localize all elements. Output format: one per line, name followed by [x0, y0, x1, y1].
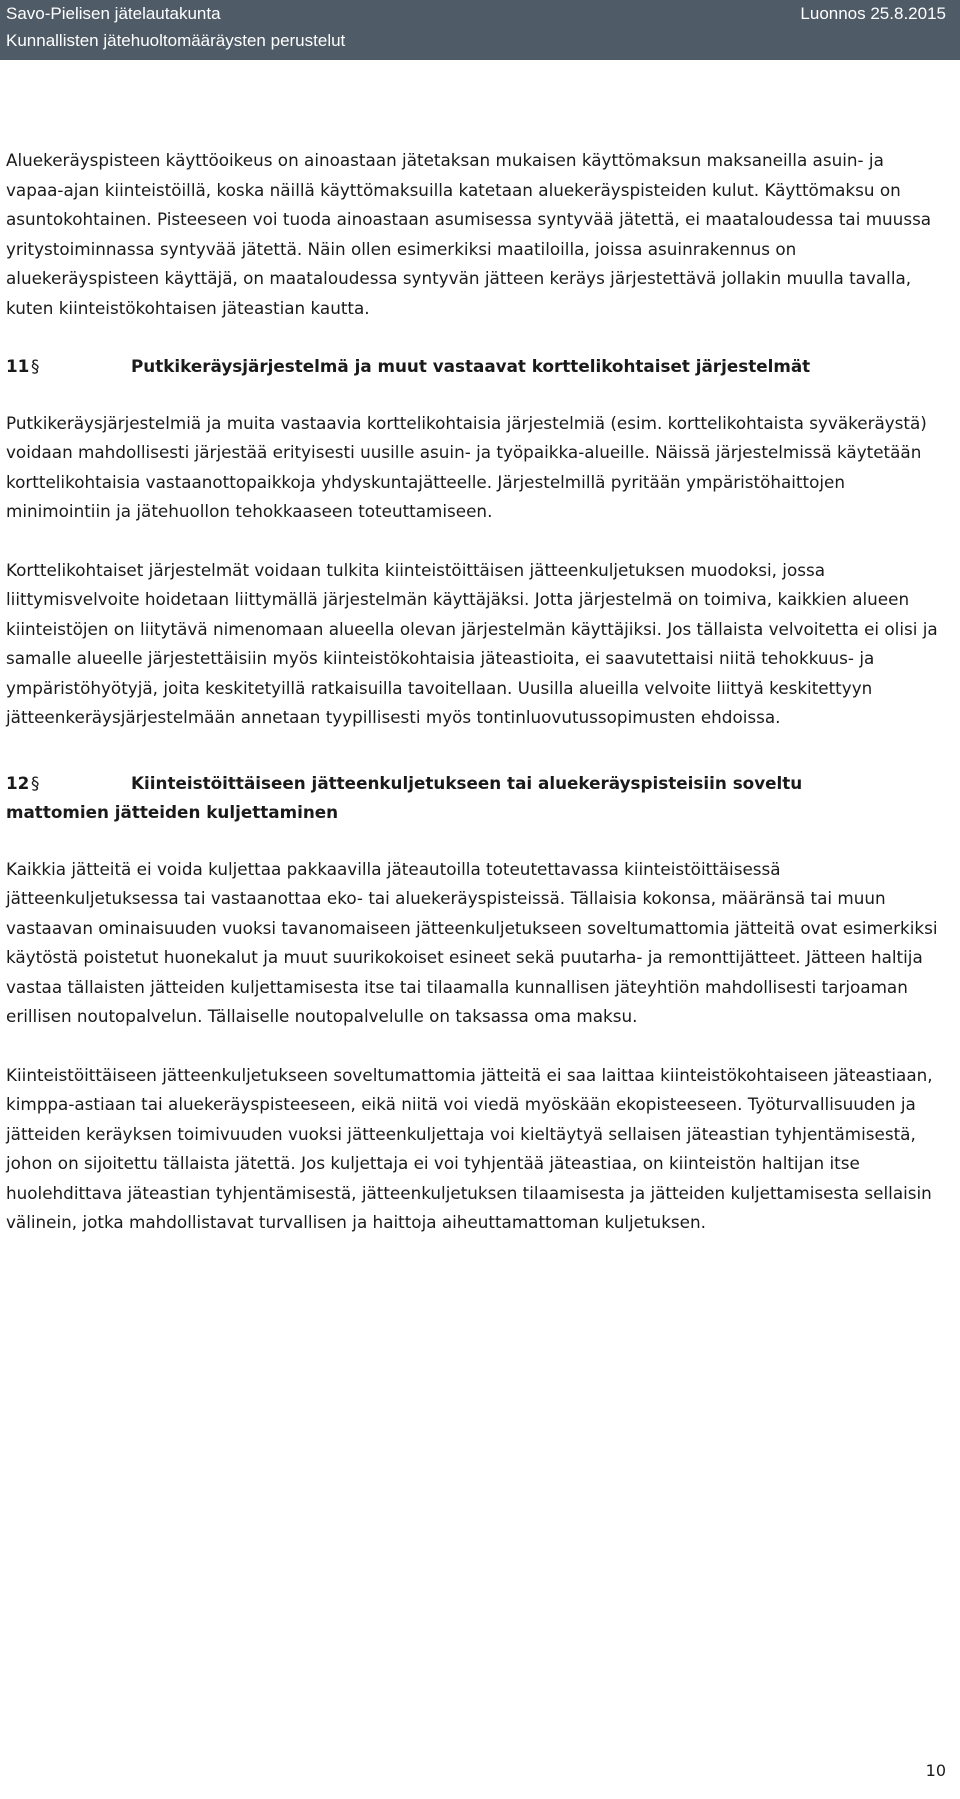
section-12-symbol: §	[31, 772, 40, 793]
page-header	[0, 0, 960, 60]
section-11-title: Putkikeräysjärjestelmä ja muut vastaavat korttelikohtaiset järjestelmät	[131, 356, 811, 376]
section-11-heading	[6, 352, 946, 382]
section-12-number: 12	[6, 772, 30, 793]
header-organization: Savo-Pielisen jätelautakunta	[6, 4, 221, 23]
section-11-number: 11	[6, 356, 30, 376]
header-subtitle: Kunnallisten jätehuoltomääräysten perustelut	[6, 31, 346, 50]
page-number: 10	[925, 1761, 946, 1780]
section-12-title-line-2: mattomien jätteiden kuljettaminen	[6, 802, 339, 822]
section-12-title-line-1: Kiinteistöittäiseen jätteenkuljetukseen tai aluekeräyspisteisiin soveltu	[131, 772, 803, 793]
section-12-paragraph-1: Kaikkia jätteitä ei voida kuljettaa pakkaavilla jäteautoilla toteutettavassa kiinteistöittäisessä jätteenkuljetuksessa tai vastaanottaa eko- tai aluekeräyspisteissä. Tällaisia kokonsa, määränsä tai muun vastaavan ominaisuuden vuoksi tavanomaiseen jätteenkuljetukseen soveltumattomia jätteitä ovat esimerkiksi käytöstä poistetut huonekalut ja muut suurikokoiset esineet sekä puutarha- ja remonttijätteet. Jätteen haltija vastaa tällaisten jätteiden kuljettamisesta itse tai tilaamalla kunnallisen jäteyhtiön mahdollisesti tarjoaman erillisen noutopalvelun. Tällaiselle noutopalvelulle on taksassa oma maksu.	[6, 858, 938, 1026]
intro-paragraph: Aluekeräyspisteen käyttöoikeus on ainoastaan jätetaksan mukaisen käyttömaksun maksaneilla asuin- ja vapaa-ajan kiinteistöillä, koska näillä käyttömaksuilla katetaan aluekeräyspisteiden kulut. Käyttömaksu on asuntokohtainen. Pisteeseen voi tuoda ainoastaan asumisessa syntyvää jätettä, ei maataloudessa tai muussa yritystoiminnassa syntyvää jätettä. Näin ollen esimerkiksi maatiloilla, joissa asuinrakennus on aluekeräyspisteen käyttäjä, on maataloudessa syntyvän jätteen keräys järjestettävä jollakin muulla tavalla, kuten kiinteistökohtaisen jäteastian kautta.	[6, 150, 932, 318]
section-12-paragraph-2: Kiinteistöittäiseen jätteenkuljetukseen soveltumattomia jätteitä ei saa laittaa kiinteistökohtaiseen jäteastiaan, kimppa-astiaan tai aluekeräyspisteeseen, eikä niitä voi viedä myöskään ekopisteeseen. Työturvallisuuden ja jätteiden keräyksen toimivuuden vuoksi jätteenkuljettaja voi kieltäytyä sellaisen jäteastian tyhjentämisestä, johon on sijoitettu tällaista jätettä. Jos kuljettaja ei voi tyhjentää jäteastiaa, on kiinteistön haltijan itse huolehdittava jäteastian tyhjentämisestä, jätteenkuljetuksen tilaamisesta ja jätteiden kuljettamisesta sellaisin välinein, jotka mahdollistavat turvallisen ja haittoja aiheuttamattoman kuljetuksen.	[6, 1064, 933, 1232]
document-body	[6, 146, 946, 1267]
section-11-paragraph-2: Korttelikohtaiset järjestelmät voidaan tulkita kiinteistöittäisen jätteenkuljetuksen muodoksi, jossa liittymisvelvoite hoidetaan liittymällä järjestelmän käyttäjäksi. Jotta järjestelmä on toimiva, kaikkien alueen kiinteistöjen on liitytävä nimenomaan alueella olevan järjestelmän käyttäjiksi. Jos tällaista velvoitetta ei olisi ja samalle alueelle järjestettäisiin myös kiinteistökohtaisia jäteastioita, ei saavutettaisi niitä tehokkuus- ja ympäristöhyötyjä, joita keskitetyillä ratkaisuilla tavoitellaan. Uusilla alueilla velvoite liittyä keskitettyyn jätteenkeräysjärjestelmään annetaan tyypillisesti myös tontinluovutussopimusten ehdoissa.	[6, 559, 938, 727]
section-12-heading	[6, 769, 946, 828]
header-date: Luonnos 25.8.2015	[800, 4, 946, 23]
section-11-paragraph-1: Putkikeräysjärjestelmiä ja muita vastaavia korttelikohtaisia järjestelmiä (esim. korttelikohtaista syväkeräystä) voidaan mahdollisesti järjestää erityisesti uusille asuin- ja työpaikka-alueille. Näissä järjestelmissä käytetään korttelikohtaisia vastaanottopaikkoja yhdyskuntajätteelle. Järjestelmillä pyritään ympäristöhaittojen minimointiin ja jätehuollon tehokkaaseen toteuttamiseen.	[6, 412, 927, 521]
section-11-symbol: §	[31, 356, 40, 376]
